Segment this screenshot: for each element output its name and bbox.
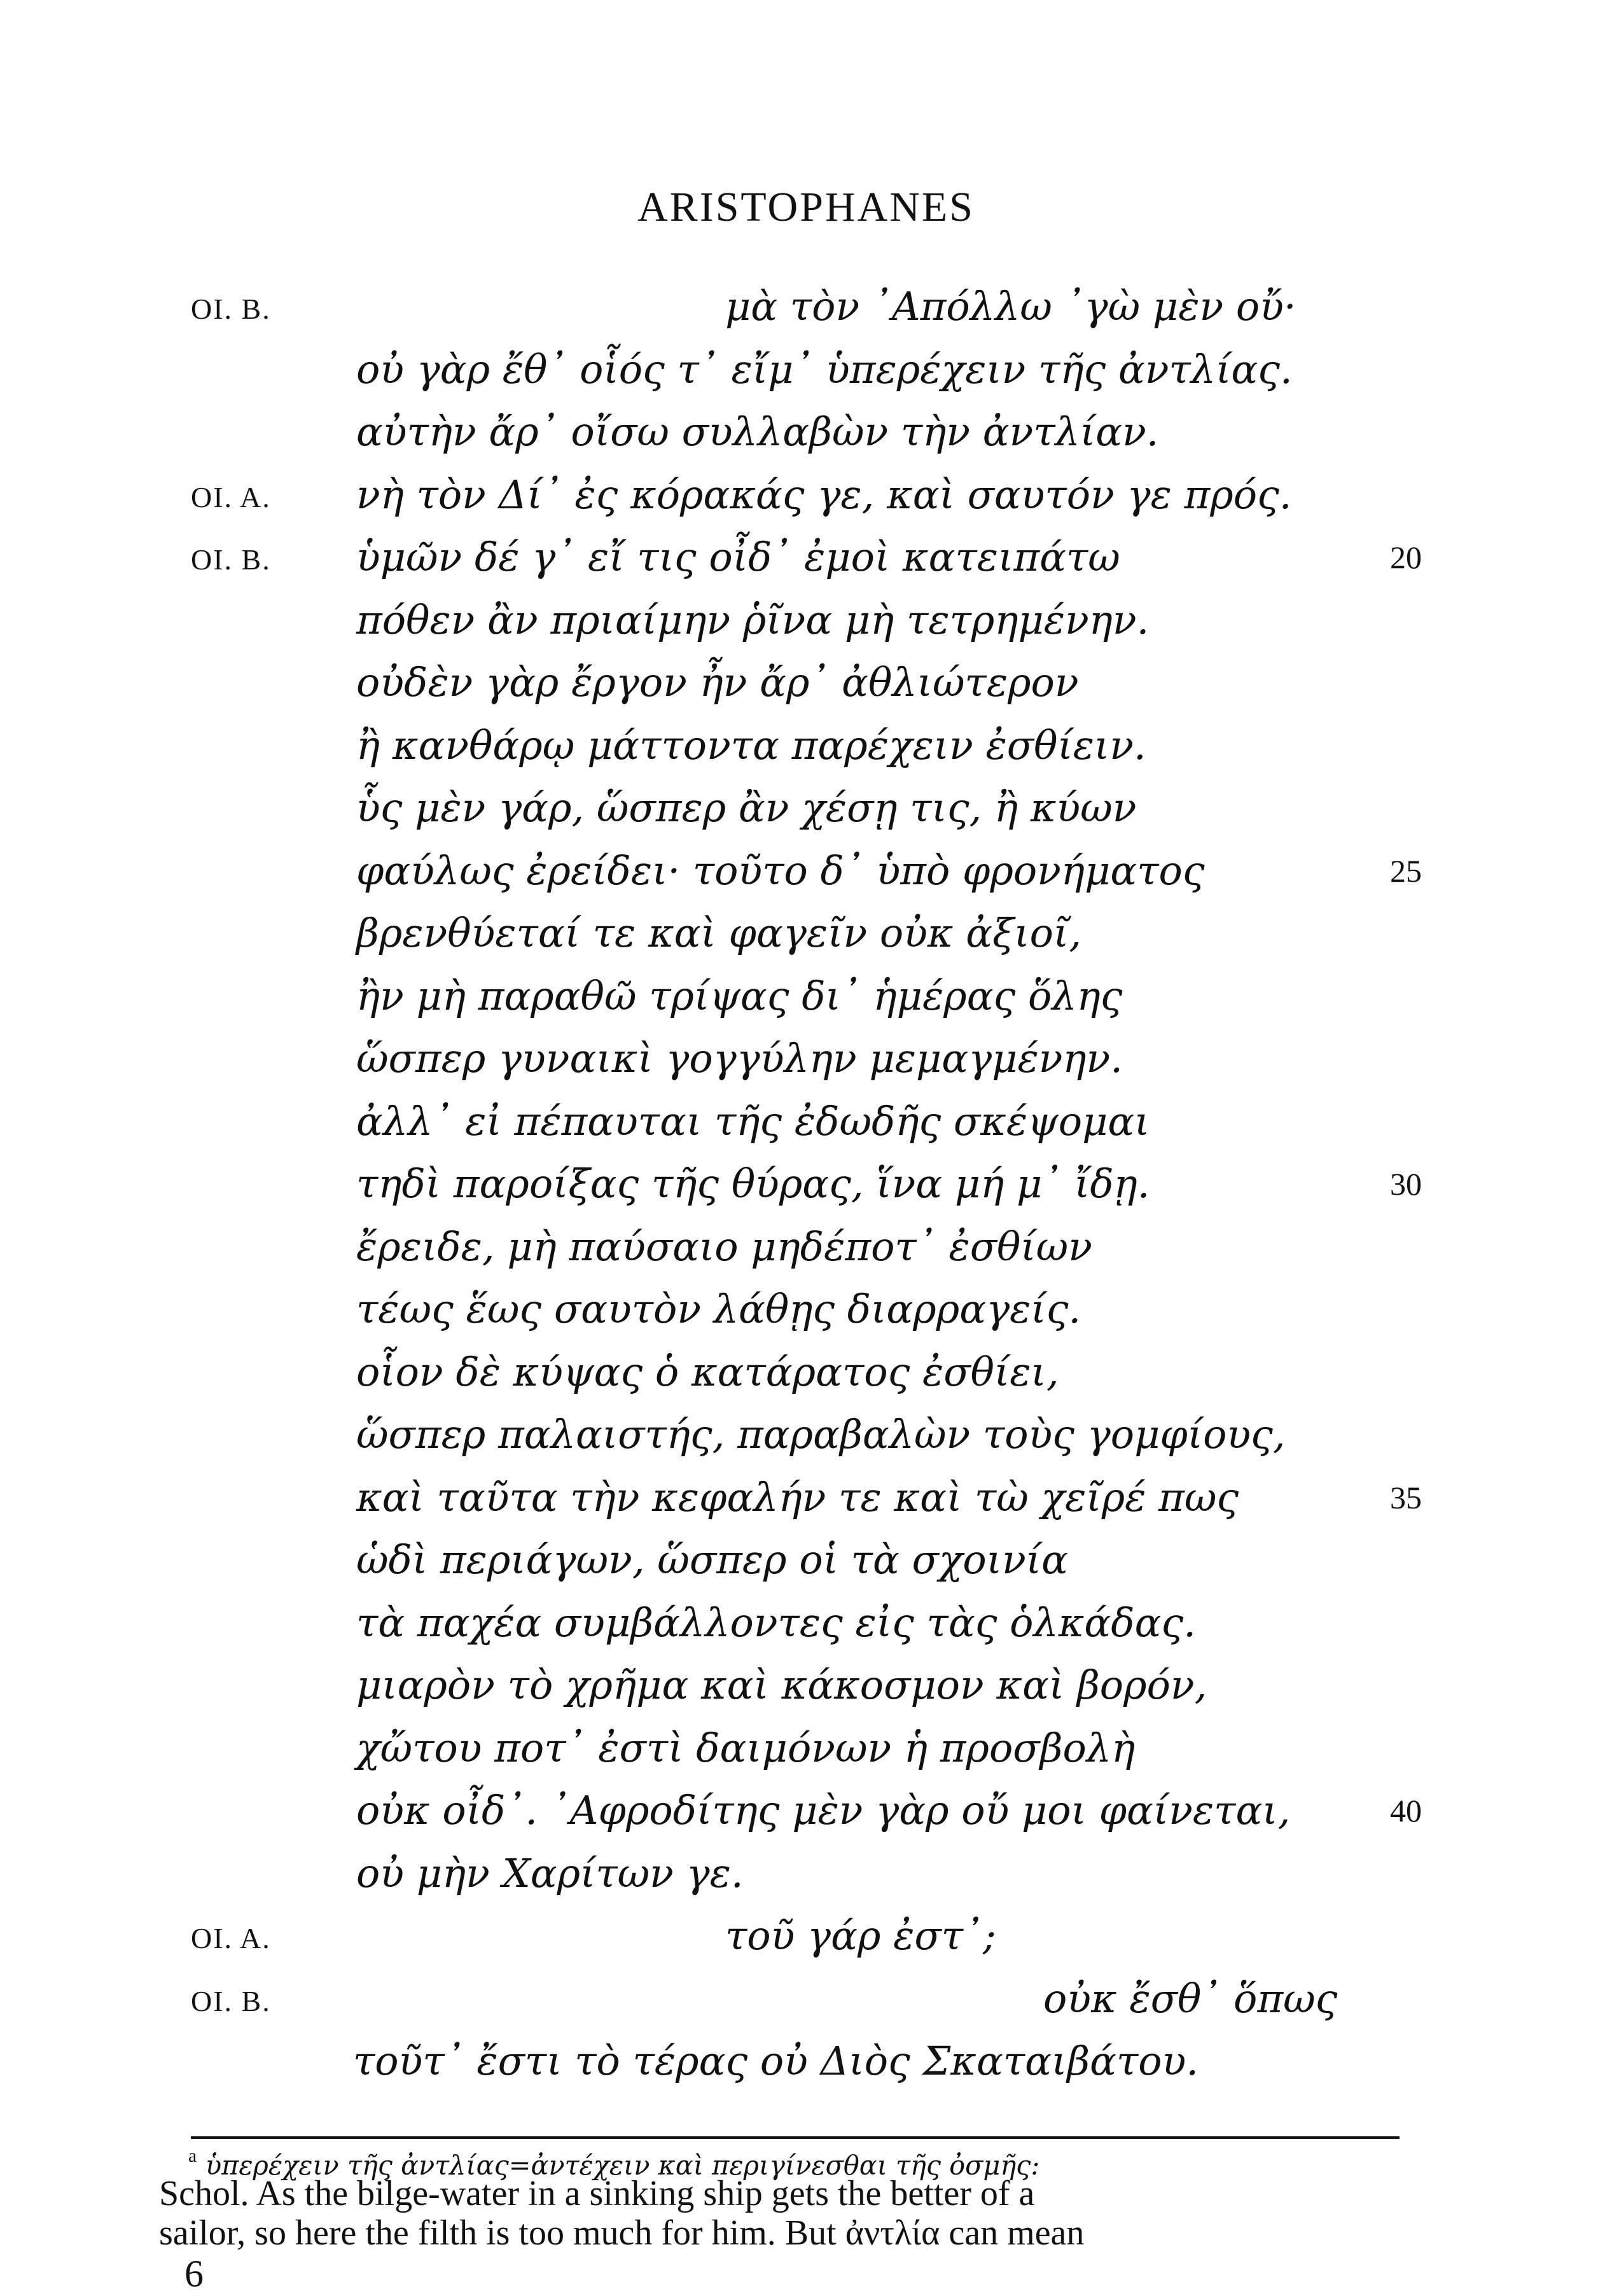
verse-line	[0, 1349, 1612, 1409]
verse-line	[0, 659, 1612, 720]
verse-line	[0, 346, 1612, 407]
verse-line	[0, 847, 1612, 908]
verse-text-line: νὴ τὸν Δί᾿ ἐς κόρακάς γε, καὶ σαυτόν γε πρός.	[356, 471, 1292, 518]
verse-text-line: ὥσπερ γυναικὶ γογγύλην μεμαγμένην.	[356, 1035, 1123, 1082]
verse-text-line: τηδὶ παροίξας τῆς θύρας, ἵνα μή μ᾿ ἴδῃ.	[356, 1160, 1150, 1207]
verse-text-line: οὐκ ἔσθ᾿ ὅπως	[1043, 1975, 1338, 2022]
verse-text-line: μιαρὸν τὸ χρῆμα καὶ κάκοσμον καὶ βορόν,	[356, 1662, 1207, 1708]
verse-text-line: ὡδὶ περιάγων, ὥσπερ οἱ τὰ σχοινία	[356, 1536, 1068, 1583]
speaker-label: OI. B.	[191, 543, 271, 576]
speaker-label: OI. A.	[191, 1922, 271, 1954]
verse-text-line: ὥσπερ παλαιστής, παραβαλὼν τοὺς γομφίους,	[356, 1411, 1286, 1458]
verse-text-line: ἀλλ᾿ εἰ πέπαυται τῆς ἐδωδῆς σκέψομαι	[356, 1098, 1150, 1145]
verse-line	[0, 283, 1612, 344]
verse-line	[0, 1286, 1612, 1346]
page-number: 6	[184, 2253, 204, 2295]
verse-line	[0, 471, 1612, 532]
verse-line	[0, 1975, 1612, 2036]
footnote-line-1: Schol. As the bilge-water in a sinking ship gets the better of a	[159, 2174, 1035, 2213]
verse-text-line: τὰ παχέα συμβάλλοντες εἰς τὰς ὁλκάδας.	[356, 1599, 1196, 1646]
verse-line	[0, 597, 1612, 657]
running-head: ARISTOPHANES	[637, 184, 975, 230]
verse-text-line: πόθεν ἂν πριαίμην ῥῖνα μὴ τετρημένην.	[356, 597, 1150, 643]
verse-text-line: τοῦ γάρ ἐστ᾿;	[725, 1912, 996, 1959]
verse-text-line: τοῦτ᾿ ἔστι τὸ τέρας οὐ Διὸς Σκαταιβάτου.	[353, 2038, 1199, 2084]
verse-text-line: οὐ γὰρ ἔθ᾿ οἷός τ᾿ εἴμ᾿ ὑπερέχειν τῆς ἀντλίας.	[356, 346, 1293, 393]
verse-line	[0, 1474, 1612, 1534]
verse-text-line: ἢν μὴ παραθῶ τρίψας δι᾿ ἡμέρας ὅλης	[356, 973, 1123, 1019]
footnote-greek: ὑπερέχειν τῆς ἀντλίας=ἀντέχειν καὶ περιγίνεσθαι τῆς ὀσμῆς:	[205, 2150, 1040, 2181]
footnote-divider	[191, 2136, 1400, 2139]
line-number: 35	[1390, 1480, 1422, 1515]
line-number: 40	[1390, 1793, 1422, 1828]
verse-line	[0, 1725, 1612, 1785]
verse-line	[0, 910, 1612, 970]
footnote-marker: a	[188, 2145, 197, 2167]
verse-line	[0, 1850, 1612, 1910]
verse-text-line: οὐκ οἶδ᾿. ᾿Αφροδίτης μὲν γὰρ οὔ μοι φαίνεται,	[356, 1787, 1291, 1833]
verse-line	[0, 1787, 1612, 1847]
verse-line	[0, 722, 1612, 783]
verse-text-line: οὐδὲν γὰρ ἔργον ἦν ἄρ᾿ ἀθλιώτερον	[356, 659, 1079, 706]
line-number: 25	[1390, 853, 1422, 889]
verse-line	[0, 784, 1612, 845]
verse-text-line: φαύλως ἐρείδει· τοῦτο δ᾿ ὑπὸ φρονήματος	[356, 847, 1205, 894]
verse-text-line: ἢ κανθάρῳ μάττοντα παρέχειν ἐσθίειν.	[356, 722, 1146, 769]
verse-line	[0, 1662, 1612, 1722]
verse-text-line: ὗς μὲν γάρ, ὥσπερ ἂν χέσῃ τις, ἢ κύων	[356, 784, 1137, 831]
verse-line	[0, 1536, 1612, 1597]
line-number: 30	[1390, 1166, 1422, 1202]
verse-line	[0, 2038, 1612, 2098]
verse-text-line: τέως ἕως σαυτὸν λάθῃς διαρραγείς.	[356, 1286, 1081, 1332]
verse-text-line: αὐτὴν ἄρ᾿ οἴσω συλλαβὼν τὴν ἀντλίαν.	[356, 408, 1159, 455]
verse-text-line: καὶ ταῦτα τὴν κεφαλήν τε καὶ τὼ χεῖρέ πως	[356, 1474, 1239, 1520]
verse-text-line: ὑμῶν δέ γ᾿ εἴ τις οἶδ᾿ ἐμοὶ κατειπάτω	[356, 534, 1120, 580]
speaker-label: OI. B.	[191, 293, 271, 325]
verse-text-line: ἔρειδε, μὴ παύσαιο μηδέποτ᾿ ἐσθίων	[356, 1223, 1092, 1270]
footnote-line-2: sailor, so here the filth is too much for him. But ἀντλία can mean	[159, 2213, 1085, 2253]
verse-line	[0, 1160, 1612, 1221]
verse-text-line: βρενθύεταί τε καὶ φαγεῖν οὐκ ἀξιοῖ,	[356, 910, 1081, 956]
speaker-label: OI. A.	[191, 481, 271, 513]
line-number: 20	[1390, 539, 1422, 575]
verse-line	[0, 1599, 1612, 1660]
verse-text-line: μὰ τὸν ᾿Απόλλω ᾿γὼ μὲν οὔ·	[725, 283, 1296, 330]
verse-text-line: χὤτου ποτ᾿ ἐστὶ δαιμόνων ἡ προσβολὴ	[356, 1725, 1136, 1771]
verse-line	[0, 973, 1612, 1033]
verse-text-line: οἷον δὲ κύψας ὁ κατάρατος ἐσθίει,	[356, 1349, 1059, 1395]
verse-text-line: οὐ μὴν Χαρίτων γε.	[356, 1850, 744, 1896]
verse-line	[0, 408, 1612, 469]
verse-line	[0, 534, 1612, 594]
verse-line	[0, 1223, 1612, 1284]
verse-line	[0, 1912, 1612, 1973]
verse-line	[0, 1035, 1612, 1096]
speaker-label: OI. B.	[191, 1985, 271, 2017]
verse-line	[0, 1411, 1612, 1472]
verse-line	[0, 1098, 1612, 1158]
